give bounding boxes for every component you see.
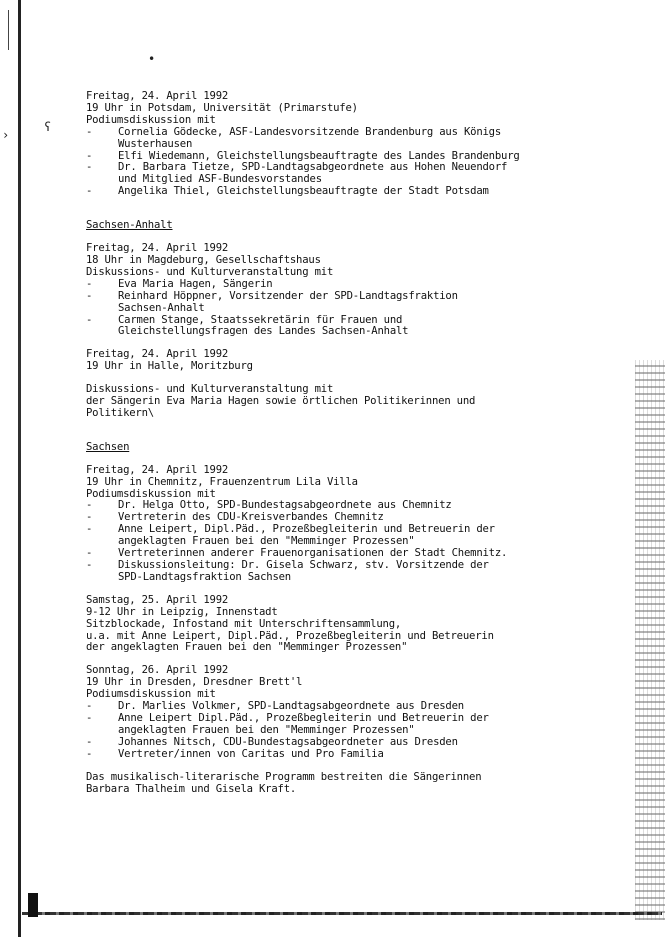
section-heading-sachsen-anhalt: Sachsen-Anhalt: [86, 219, 173, 232]
list-item-text: Vertreter/innen von Caritas und Pro Familia: [118, 747, 384, 760]
list-item-text: Wusterhausen: [118, 137, 193, 150]
list-dash: [86, 303, 118, 315]
list-item-text: Dr. Marlies Volkmer, SPD-Landtagsabgeordnete aus Dresden: [118, 700, 464, 713]
list-item: [86, 749, 626, 761]
event-place: 19 Uhr in Halle, Moritzburg: [86, 360, 253, 373]
list-item: [86, 279, 626, 291]
list-item-text: Gleichstellungsfragen des Landes Sachsen-Anhalt: [118, 325, 409, 338]
event-text-line: u.a. mit Anne Leipert, Dipl.Päd., Prozeßbegleiterin und Betreuerin: [86, 629, 494, 642]
event-magdeburg: [86, 243, 626, 338]
list-item-text: Anne Leipert Dipl.Päd., Prozeßbegleiterin und Betreuerin der: [118, 711, 489, 724]
event-text-line: der Sängerin Eva Maria Hagen sowie örtlichen Politikerinnen und: [86, 395, 476, 408]
event-text-line: Politikern\: [86, 406, 154, 419]
event-halle: [86, 349, 626, 420]
event-type: Podiumsdiskussion mit: [86, 688, 216, 701]
document-body: [86, 91, 626, 806]
scan-speck: ›: [2, 128, 10, 142]
event-type: Podiumsdiskussion mit: [86, 113, 216, 126]
closing-paragraph: [86, 772, 626, 796]
list-item: [86, 303, 626, 315]
event-dresden: [86, 665, 626, 760]
event-place: 19 Uhr in Potsdam, Universität (Primarstufe): [86, 101, 358, 114]
event-date: Freitag, 24. April 1992: [86, 90, 229, 102]
list-dash: -: [86, 711, 93, 724]
list-item-text: Carmen Stange, Staatssekretärin für Frauen und: [118, 313, 403, 326]
list-item-text: Elfi Wiedemann, Gleichstellungsbeauftragte des Landes Brandenburg: [118, 149, 520, 162]
list-dash: -: [86, 313, 93, 326]
list-dash: -: [86, 523, 93, 536]
list-item-text: Reinhard Höppner, Vorsitzender der SPD-Landtagsfraktion: [118, 289, 458, 302]
event-date: Freitag, 24. April 1992: [86, 242, 229, 255]
list-item-text: Cornelia Gödecke, ASF-Landesvorsitzende Brandenburg aus Königs: [118, 125, 502, 138]
list-dash: -: [86, 161, 93, 174]
event-text-line: Sitzblockade, Infostand mit Unterschriftensammlung,: [86, 617, 402, 630]
closing-line: Barbara Thalheim und Gisela Kraft.: [86, 782, 297, 795]
list-item: [86, 572, 626, 584]
list-dash: -: [86, 289, 93, 302]
list-dash: -: [86, 149, 93, 162]
list-item-text: Dr. Barbara Tietze, SPD-Landtagsabgeordnete aus Hohen Neuendorf: [118, 161, 508, 174]
list-item: [86, 127, 626, 139]
scan-noise-right: [635, 360, 665, 920]
list-item: [86, 737, 626, 749]
list-item-text: Vertreterin des CDU-Kreisverbandes Chemnitz: [118, 511, 384, 524]
list-item: [86, 326, 626, 338]
list-dash: [86, 725, 118, 737]
scan-edge-bottom: [22, 912, 662, 915]
scan-mark: [8, 10, 9, 50]
list-dash: -: [86, 125, 93, 138]
event-date: Sonntag, 26. April 1992: [86, 664, 229, 677]
scan-mark: [28, 893, 38, 917]
list-item-text: und Mitglied ASF-Bundesvorstandes: [118, 173, 322, 186]
list-dash: [86, 572, 118, 584]
list-dash: -: [86, 735, 93, 748]
list-dash: [86, 326, 118, 338]
list-item-text: angeklagten Frauen bei den "Memminger Prozessen": [118, 723, 415, 736]
list-dash: -: [86, 700, 93, 713]
list-dash: -: [86, 559, 93, 571]
scan-speck: ʕ: [44, 120, 52, 134]
list-item-text: SPD-Landtagsfraktion Sachsen: [118, 570, 291, 583]
list-item-text: Dr. Helga Otto, SPD-Bundestagsabgeordnete aus Chemnitz: [118, 499, 452, 512]
scan-edge-left: [18, 0, 21, 937]
event-text-line: Diskussions- und Kulturveranstaltung mit: [86, 383, 334, 396]
event-type: Diskussions- und Kulturveranstaltung mit: [86, 265, 334, 278]
list-item-text: angeklagten Frauen bei den "Memminger Prozessen": [118, 535, 415, 548]
section-heading-sachsen: Sachsen: [86, 440, 130, 453]
event-place: 19 Uhr in Chemnitz, Frauenzentrum Lila Villa: [86, 475, 358, 488]
event-date: Samstag, 25. April 1992: [86, 593, 229, 606]
event-potsdam: [86, 91, 626, 198]
list-item-text: Angelika Thiel, Gleichstellungsbeauftragte der Stadt Potsdam: [118, 185, 489, 198]
list-dash: -: [86, 185, 93, 198]
list-dash: -: [86, 747, 93, 760]
event-type: Podiumsdiskussion mit: [86, 487, 216, 500]
event-chemnitz: [86, 465, 626, 584]
list-dash: -: [86, 499, 93, 512]
list-dash: -: [86, 547, 93, 560]
list-dash: [86, 139, 118, 151]
list-item: [86, 291, 626, 303]
event-place: 19 Uhr in Dresden, Dresdner Brett'l: [86, 676, 303, 689]
event-leipzig: [86, 595, 626, 655]
list-item: [86, 725, 626, 737]
event-place: 18 Uhr in Magdeburg, Gesellschaftshaus: [86, 253, 321, 266]
scan-speck: •: [148, 52, 156, 66]
event-date: Freitag, 24. April 1992: [86, 463, 229, 476]
list-item-text: Diskussionsleitung: Dr. Gisela Schwarz, stv. Vorsitzende der: [118, 559, 489, 571]
event-place: 9-12 Uhr in Leipzig, Innenstadt: [86, 605, 278, 618]
list-dash: -: [86, 511, 93, 524]
event-date: Freitag, 24. April 1992: [86, 348, 229, 361]
event-text-line: der angeklagten Frauen bei den "Memminger Prozessen": [86, 641, 408, 654]
list-item: [86, 139, 626, 151]
list-dash: -: [86, 277, 93, 290]
list-item: [86, 186, 626, 198]
closing-line: Das musikalisch-literarische Programm bestreiten die Sängerinnen: [86, 770, 482, 783]
list-item-text: Johannes Nitsch, CDU-Bundestagsabgeordneter aus Dresden: [118, 735, 458, 748]
list-item-text: Anne Leipert, Dipl.Päd., Prozeßbegleiterin und Betreuerin der: [118, 523, 495, 536]
list-item-text: Sachsen-Anhalt: [118, 301, 205, 314]
list-item-text: Vertreterinnen anderer Frauenorganisationen der Stadt Chemnitz.: [118, 547, 508, 560]
list-item-text: Eva Maria Hagen, Sängerin: [118, 277, 273, 290]
